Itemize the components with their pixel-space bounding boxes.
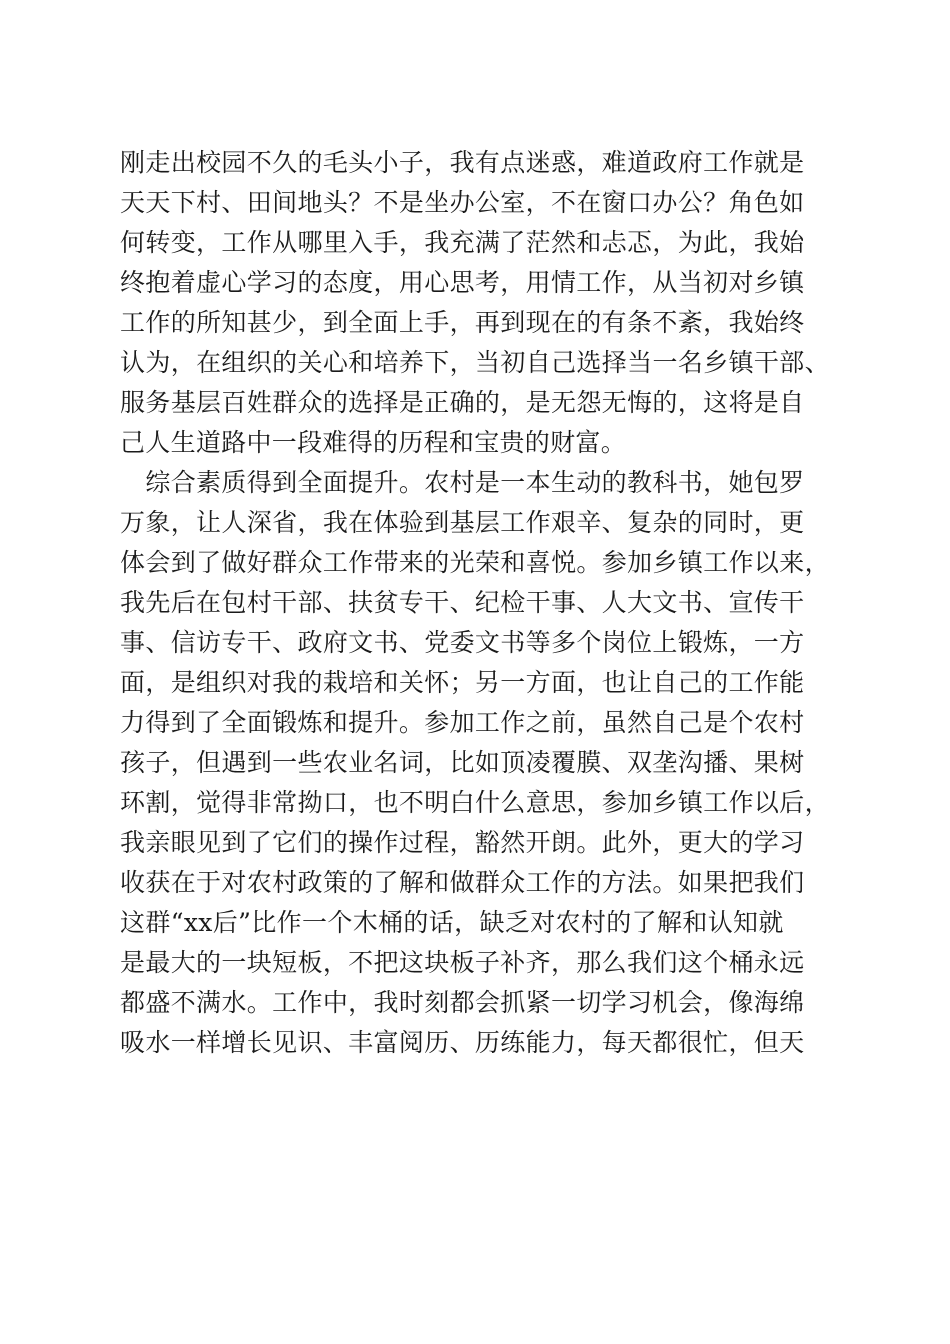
text-line: 力得到了全面锻炼和提升。参加工作之前，虽然自己是个农村 xyxy=(120,708,805,737)
text-line: 体会到了做好群众工作带来的光荣和喜悦。参加乡镇工作以来， xyxy=(120,548,831,577)
text-line: 天天下村、田间地头？不是坐办公室，不在窗口办公？角色如 xyxy=(120,188,805,217)
text-line: 己人生道路中一段难得的历程和宝贵的财富。 xyxy=(120,428,627,457)
text-line: 刚走出校园不久的毛头小子，我有点迷惑，难道政府工作就是 xyxy=(120,148,805,177)
text-line: 事、信访专干、政府文书、党委文书等多个岗位上锻炼，一方 xyxy=(120,628,805,657)
text-line: 工作的所知甚少，到全面上手，再到现在的有条不紊，我始终 xyxy=(120,308,805,337)
text-line: 我先后在包村干部、扶贫专干、纪检干事、人大文书、宣传干 xyxy=(120,588,805,617)
paragraph-start-line: 综合素质得到全面提升。农村是一本生动的教科书，她包罗 xyxy=(120,468,805,497)
text-line: 认为，在组织的关心和培养下，当初自己选择当一名乡镇干部、 xyxy=(120,348,831,377)
text-line: 我亲眼见到了它们的操作过程，豁然开朗。此外，更大的学习 xyxy=(120,828,805,857)
text-line: 是最大的一块短板，不把这块板子补齐，那么我们这个桶永远 xyxy=(120,948,805,977)
text-line: 吸水一样增长见识、丰富阅历、历练能力，每天都很忙，但天 xyxy=(120,1028,805,1057)
text-line: 何转变，工作从哪里入手，我充满了茫然和忐忑，为此，我始 xyxy=(120,228,805,257)
text-line: 面，是组织对我的栽培和关怀；另一方面，也让自己的工作能 xyxy=(120,668,805,697)
text-line: 环割，觉得非常拗口，也不明白什么意思，参加乡镇工作以后， xyxy=(120,788,831,817)
text-line: 收获在于对农村政策的了解和做群众工作的方法。如果把我们 xyxy=(120,868,805,897)
body-text xyxy=(120,143,840,1063)
text-line: 服务基层百姓群众的选择是正确的，是无怨无悔的，这将是自 xyxy=(120,388,805,417)
text-line: 终抱着虚心学习的态度，用心思考，用情工作，从当初对乡镇 xyxy=(120,268,805,297)
text-line: 都盛不满水。工作中，我时刻都会抓紧一切学习机会，像海绵 xyxy=(120,988,805,1017)
text-line: 这群“xx后”比作一个木桶的话，缺乏对农村的了解和认知就 xyxy=(120,908,784,937)
text-line: 孩子，但遇到一些农业名词，比如顶凌覆膜、双垄沟播、果树 xyxy=(120,748,805,777)
text-line: 万象，让人深省，我在体验到基层工作艰辛、复杂的同时，更 xyxy=(120,508,805,537)
